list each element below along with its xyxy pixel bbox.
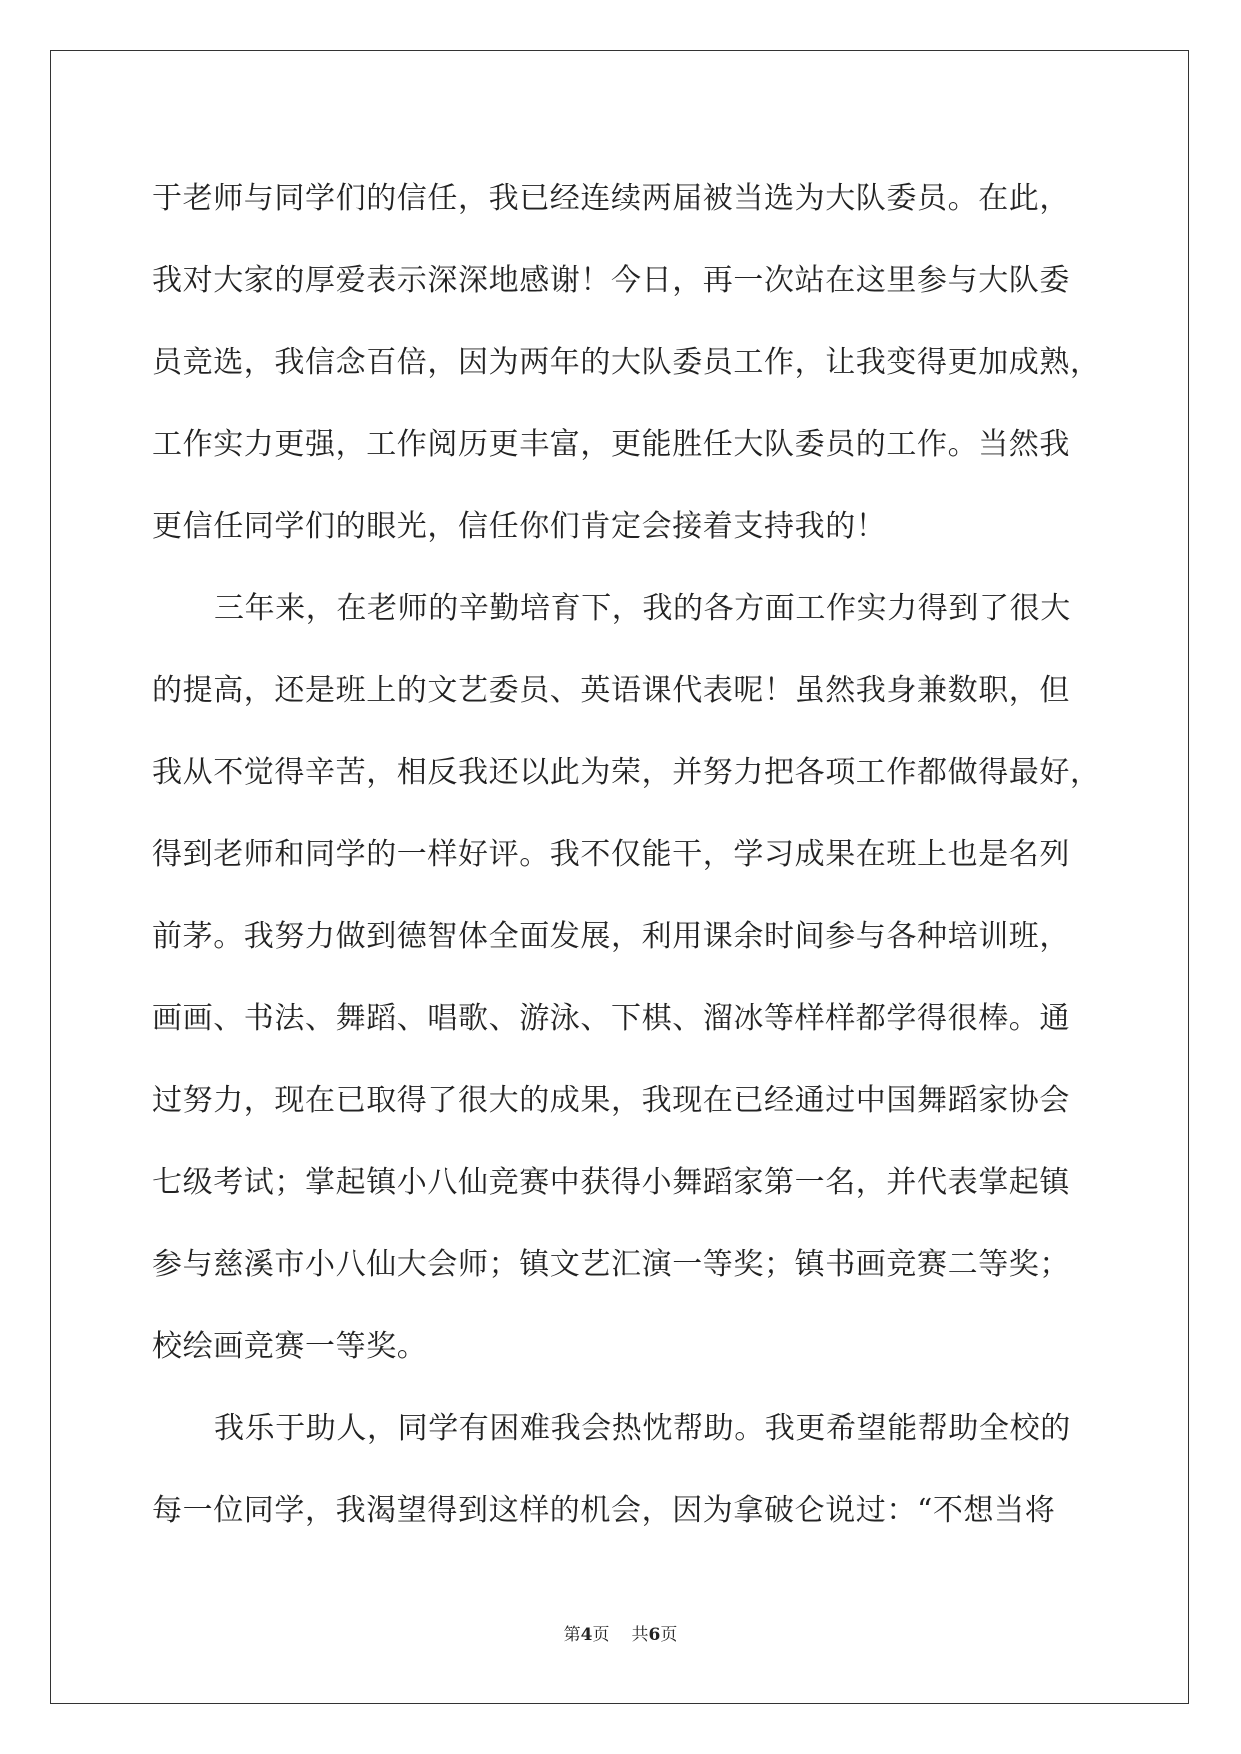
text-line: 校绘画竞赛一等奖。	[152, 1329, 428, 1364]
document-body	[152, 158, 1101, 1552]
text-line: 过努力，现在已取得了很大的成果，我现在已经通过中国舞蹈家协会	[152, 1083, 1070, 1118]
text-line: 于老师与同学们的信任，我已经连续两届被当选为大队委员。在此，	[152, 181, 1070, 216]
text-line: 我乐于助人，同学有困难我会热忱帮助。我更希望能帮助全校的	[214, 1411, 1071, 1446]
text-line: 七级考试；掌起镇小八仙竞赛中获得小舞蹈家第一名，并代表掌起镇	[152, 1165, 1070, 1200]
text-line: 的提高，还是班上的文艺委员、英语课代表呢！虽然我身兼数职，但	[152, 673, 1070, 708]
paragraph	[152, 158, 1101, 568]
total-pages: 6	[648, 1625, 661, 1645]
total-suffix: 页	[660, 1625, 678, 1645]
total-prefix: 共	[631, 1625, 649, 1645]
text-line: 参与慈溪市小八仙大会师；镇文艺汇演一等奖；镇书画竞赛二等奖；	[152, 1247, 1070, 1282]
text-line: 更信任同学们的眼光，信任你们肯定会接着支持我的！	[152, 509, 887, 544]
text-line: 前茅。我努力做到德智体全面发展，利用课余时间参与各种培训班，	[152, 919, 1070, 954]
text-line: 我从不觉得辛苦，相反我还以此为荣，并努力把各项工作都做得最好，	[152, 755, 1101, 790]
text-line: 我对大家的厚爱表示深深地感谢！今日，再一次站在这里参与大队委	[152, 263, 1070, 298]
page-number: 4	[580, 1625, 593, 1645]
page-footer	[0, 1620, 1241, 1645]
text-line: 每一位同学，我渴望得到这样的机会，因为拿破仑说过：“不想当将	[152, 1493, 1056, 1528]
paragraph	[152, 1388, 1089, 1552]
page-prefix: 第	[563, 1625, 581, 1645]
text-line: 三年来，在老师的辛勤培育下，我的各方面工作实力得到了很大	[214, 591, 1071, 626]
page-suffix: 页	[592, 1625, 610, 1645]
text-line: 工作实力更强，工作阅历更丰富，更能胜任大队委员的工作。当然我	[152, 427, 1070, 462]
paragraph	[152, 568, 1101, 1388]
text-line: 得到老师和同学的一样好评。我不仅能干，学习成果在班上也是名列	[152, 837, 1070, 872]
text-line: 员竞选，我信念百倍，因为两年的大队委员工作，让我变得更加成熟，	[152, 345, 1101, 380]
text-line: 画画、书法、舞蹈、唱歌、游泳、下棋、溜冰等样样都学得很棒。通	[152, 1001, 1070, 1036]
